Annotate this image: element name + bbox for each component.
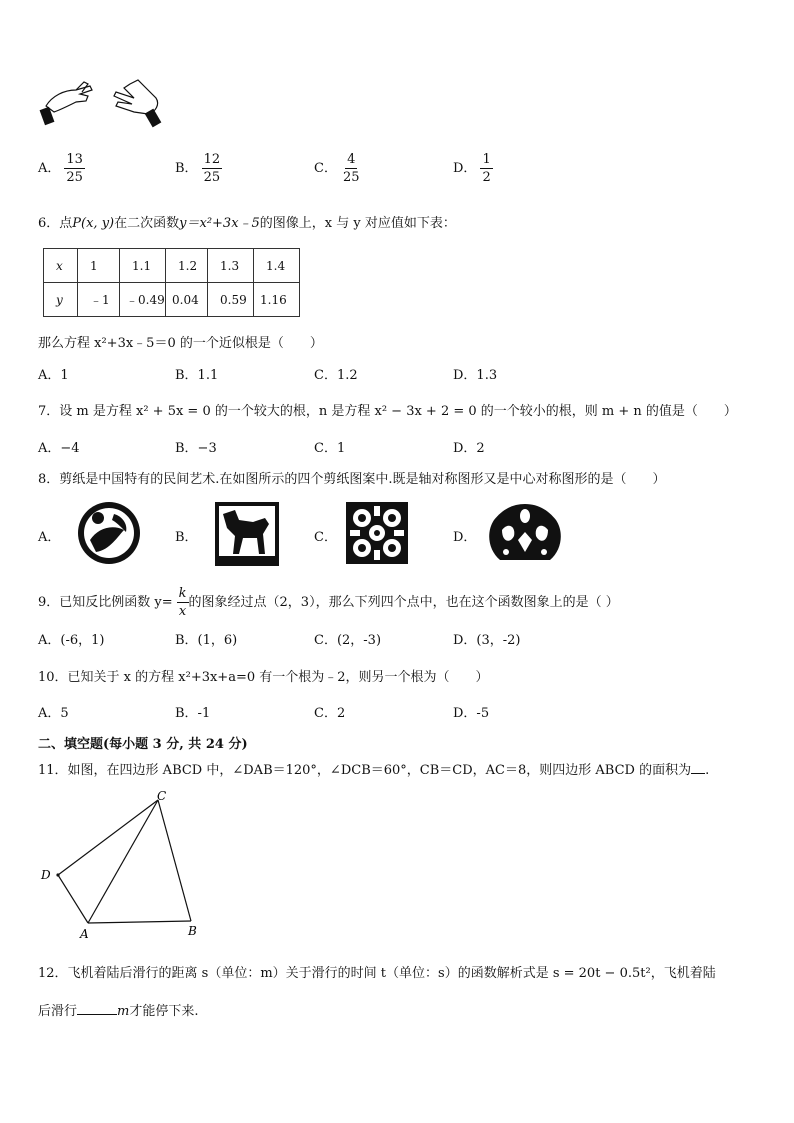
q10-option-d[interactable]: D．-5 (453, 706, 490, 721)
option-letter: B． (175, 161, 198, 176)
papercut-d-image (484, 500, 566, 566)
option-letter: C． (314, 161, 337, 176)
q6-option-a[interactable]: A．1 (38, 368, 69, 383)
q8-option-b[interactable]: B． (175, 530, 198, 545)
q7-option-d[interactable]: D．2 (453, 441, 485, 456)
fraction: $\frac{13}{25}$ (66, 152, 83, 185)
option-letter: D． (453, 161, 477, 176)
vertex-label-c: C (157, 789, 167, 803)
vertex-label-d: D (41, 868, 51, 882)
q7-option-b[interactable]: B．−3 (175, 441, 217, 456)
q10-option-b[interactable]: B．-1 (175, 706, 211, 721)
q5-option-c[interactable] (314, 152, 362, 185)
q9-stem: 9．已知反比例函数 y= $\frac{k}{x}$ 的图象经过点（2，3），那么下列四个点中，也在这个函数图象上的是（ ） (38, 586, 619, 619)
q5-option-b[interactable] (175, 152, 222, 185)
q8-option-c[interactable]: C． (314, 530, 337, 545)
q9-option-c[interactable]: C．(2，-3) (314, 633, 382, 648)
answer-blank[interactable] (77, 1002, 117, 1015)
papercut-c-image (344, 500, 410, 566)
fraction: $\frac{12}{25}$ (203, 152, 221, 185)
q5-option-a[interactable] (38, 152, 85, 185)
papercut-b-image (213, 500, 281, 568)
quadrilateral-figure (36, 788, 206, 940)
q6-value-table (43, 248, 300, 317)
q12-stem-line1: 12．飞机着陆后滑行的距离 s（单位：m）关于滑行的时间 t（单位：s）的函数解析式是 s = 20t − 0.5t²，飞机着陆 (38, 966, 716, 981)
k-over-x-fraction: $\frac{k}{x}$ (178, 586, 187, 619)
q7-option-a[interactable]: A．−4 (38, 441, 80, 456)
vertex-label-a: A (80, 927, 89, 940)
q6-option-d[interactable]: D．1.3 (453, 368, 498, 383)
papercut-a-image (76, 500, 142, 566)
answer-blank[interactable] (691, 761, 705, 774)
q6-stem: 6．点P(x, y)在二次函数y＝x²+3x﹣5的图像上，x 与 y 对应值如下表： (38, 216, 456, 231)
q11-stem: 11．如图，在四边形 ABCD 中，∠DAB＝120°，∠DCB＝60°，CB＝CD，AC＝8，则四边形 ABCD 的面积为 . (38, 763, 710, 778)
table-row: y ﹣1 ﹣0.49 0.04 0.59 1.16 (44, 283, 300, 317)
q6-option-c[interactable]: C．1.2 (314, 368, 358, 383)
vertex-label-b: B (188, 924, 197, 938)
q6-option-b[interactable]: B．1.1 (175, 368, 219, 383)
fraction: $\frac{4}{25}$ (342, 152, 360, 185)
q10-stem: 10．已知关于 x 的方程 x²+3x+a=0 有一个根为﹣2，则另一个根为（ ） (38, 670, 489, 685)
q9-option-a[interactable]: A．(-6，1) (38, 633, 105, 648)
option-letter: A． (38, 161, 61, 176)
q12-stem-line2: 后滑行 m才能停下来. (38, 1004, 199, 1019)
q7-stem: 7．设 m 是方程 x² + 5x = 0 的一个较大的根，n 是方程 x² − 3x + 2 = 0 的一个较小的根，则 m + n 的值是（ ） (38, 404, 737, 419)
q8-option-d[interactable]: D． (453, 530, 477, 545)
q8-stem: 8．剪纸是中国特有的民间艺术.在如图所示的四个剪纸图案中.既是轴对称图形又是中心对称图形的是（ ） (38, 472, 666, 487)
hand-gesture-figure (38, 76, 168, 132)
fraction: $\frac{1}{2}$ (482, 152, 491, 185)
q10-option-a[interactable]: A．5 (38, 706, 69, 721)
q9-option-b[interactable]: B．(1，6) (175, 633, 238, 648)
section-heading: 二、填空题(每小题 3 分, 共 24 分) (38, 737, 248, 752)
q7-option-c[interactable]: C．1 (314, 441, 346, 456)
q9-option-d[interactable]: D．(3，-2) (453, 633, 521, 648)
table-row: x 1 1.1 1.2 1.3 1.4 (44, 249, 300, 283)
q6-question: 那么方程 x²+3x﹣5＝0 的一个近似根是（ ） (38, 336, 323, 351)
q8-option-a[interactable]: A． (38, 530, 61, 545)
q5-option-d[interactable] (453, 152, 493, 185)
q10-option-c[interactable]: C．2 (314, 706, 346, 721)
